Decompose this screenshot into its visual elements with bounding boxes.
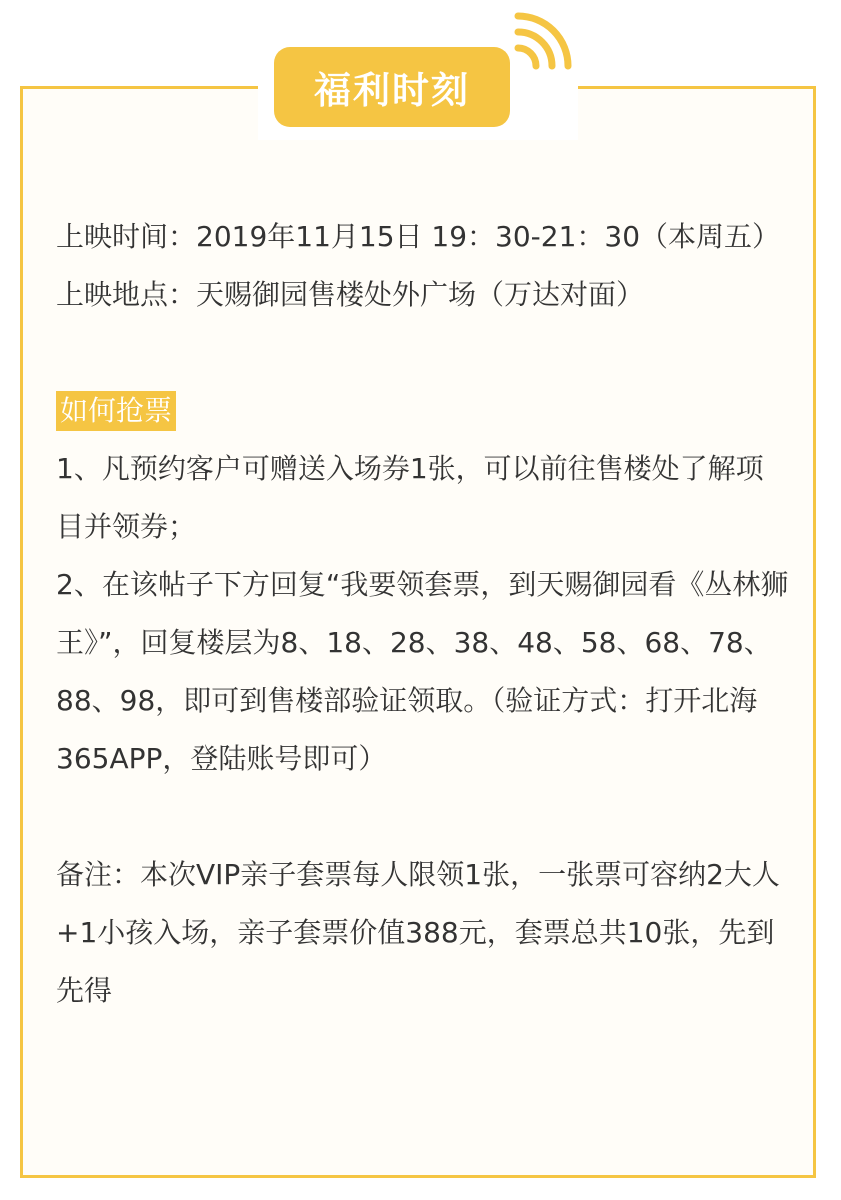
note-text: 备注：本次VIP亲子套票每人限领1张，一张票可容纳2大人+1小孩入场，亲子套票价值388元，套票总共10张，先到先得 [56,858,780,1007]
screening-location: 上映地点：天赐御园售楼处外广场（万达对面） [56,278,645,311]
ticket-step-1: 1、凡预约客户可赠送入场券1张，可以前往售楼处了解项目并领券； [56,452,764,543]
page-title: 福利时刻 [274,47,510,127]
ticket-step-2: 2、在该帖子下方回复“我要领套票，到天赐御园看《丛林狮王》”，回复楼层为8、18、28、38、48、58、68、78、88、98，即可到售楼部验证领取。（验证方式：打开北海365APP，登陆账号即可） [56,568,789,775]
announcement-content [56,208,791,1020]
how-to-get-tickets-heading: 如何抢票 [56,391,176,431]
signal-icon [510,10,574,74]
screening-time: 上映时间：2019年11月15日 19：30-21：30（本周五） [56,220,781,253]
